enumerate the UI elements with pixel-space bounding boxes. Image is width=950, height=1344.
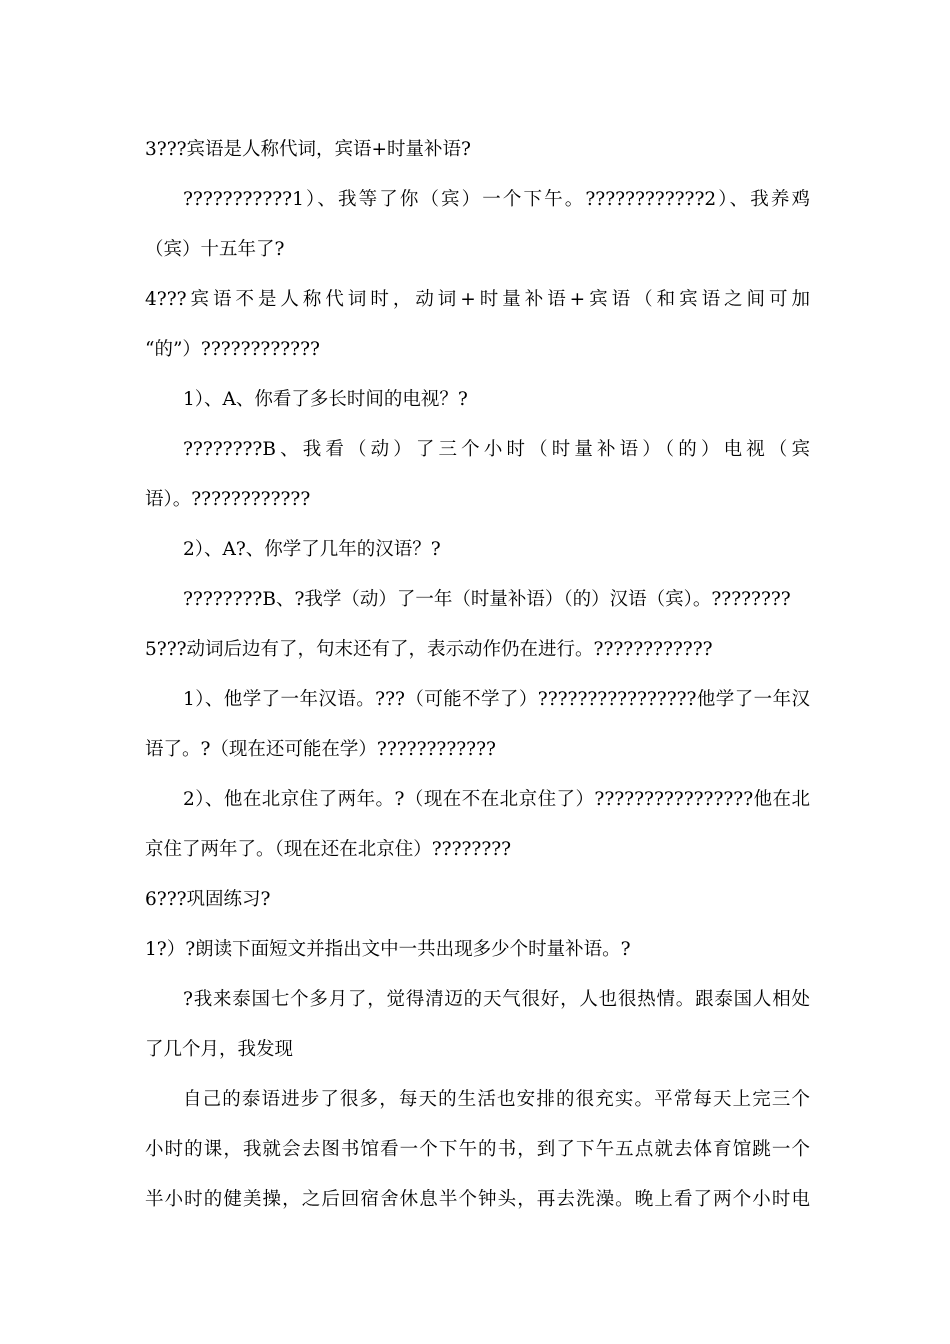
text-line: 自己的泰语进步了很多，每天的生活也安排的很充实。平常每天上完三个: [183, 1089, 810, 1110]
text-line: “的”）????????????: [145, 339, 320, 360]
text-line: ???????????1）、我等了你（宾）一个下午。????????????2）、我养鸡: [183, 189, 810, 210]
text-line: 小时的课，我就会去图书馆看一个下午的书，到了下午五点就去体育馆跳一个: [145, 1139, 810, 1160]
text-line: 语）。????????????: [145, 489, 311, 510]
text-line: 6???巩固练习?: [145, 889, 271, 910]
text-line: ????????B、?我学（动）了一年（时量补语）（的）汉语（宾）。????????: [183, 589, 791, 610]
text-line: 了几个月，我发现: [145, 1039, 294, 1060]
text-line: 4???宾语不是人称代词时，动词+时量补语+宾语（和宾语之间可加: [145, 289, 810, 310]
text-line: 5???动词后边有了，句末还有了，表示动作仍在进行。????????????: [145, 639, 713, 660]
text-line: ????????B、我看（动）了三个小时（时量补语）（的）电视（宾: [183, 439, 810, 460]
text-line: ?我来泰国七个多月了，觉得清迈的天气很好，人也很热情。跟泰国人相处: [183, 989, 810, 1010]
text-line: 1?）?朗读下面短文并指出文中一共出现多少个时量补语。?: [145, 939, 631, 960]
text-line: 1）、他学了一年汉语。???（可能不学了）????????????????他学了一年汉: [183, 689, 810, 710]
text-line: 1）、A、你看了多长时间的电视？?: [183, 389, 468, 410]
text-line: 京住了两年了。（现在还在北京住）????????: [145, 839, 512, 860]
text-line: （宾）十五年了?: [145, 239, 285, 260]
text-line: 语了。?（现在还可能在学）????????????: [145, 739, 496, 760]
text-line: 2）、他在北京住了两年。?（现在不在北京住了）????????????????他在北: [183, 789, 810, 810]
text-line: 3???宾语是人称代词，宾语+时量补语?: [145, 139, 471, 160]
text-line: 半小时的健美操，之后回宿舍休息半个钟头，再去洗澡。晚上看了两个小时电: [145, 1189, 810, 1210]
text-line: 2）、A?、你学了几年的汉语？?: [183, 539, 441, 560]
